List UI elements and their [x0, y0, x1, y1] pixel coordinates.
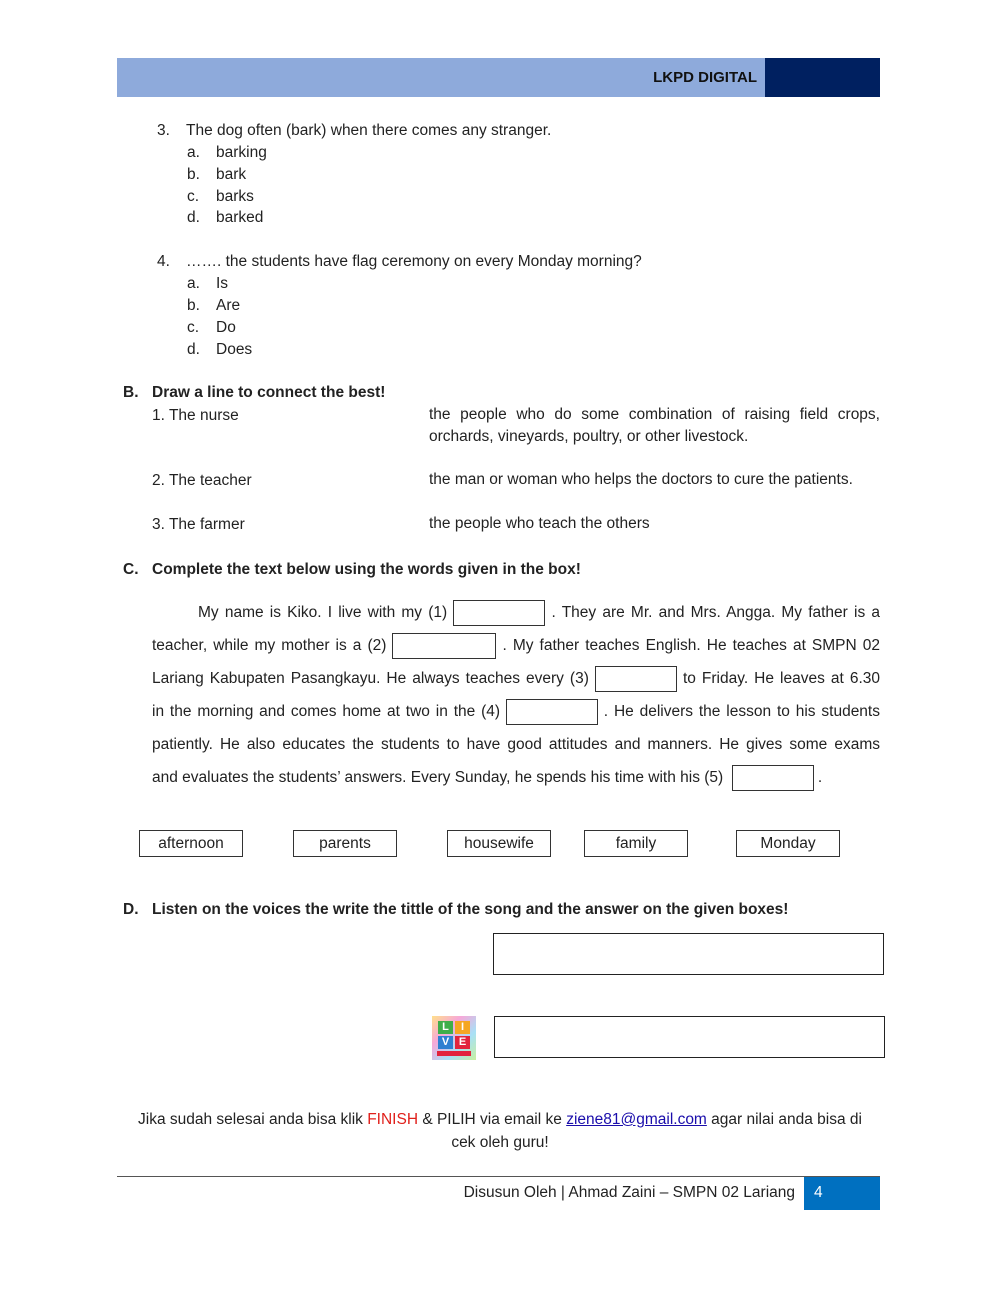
word-box-family[interactable]: family: [584, 830, 688, 857]
question-number: 3.: [157, 122, 170, 139]
match-right-item[interactable]: the people who do some combination of raising field crops, orchards, vineyards, poultry, or other livestock.: [429, 406, 880, 445]
section-letter: B.: [123, 384, 139, 401]
text: . They are Mr. and Mrs. Angga. My father is a: [551, 604, 880, 622]
option-text[interactable]: Is: [216, 275, 229, 292]
answer-input[interactable]: [494, 1016, 885, 1058]
audio-play-icon[interactable]: L I V E: [432, 1016, 476, 1060]
section-letter: C.: [123, 561, 139, 578]
text: and evaluates the students’ answers. Every Sunday, he spends his time with his (5): [152, 769, 724, 787]
paragraph-line: [152, 732, 880, 758]
match-left-item[interactable]: 3. The farmer: [152, 516, 245, 533]
section-heading: Draw a line to connect the best!: [152, 384, 386, 401]
option-text[interactable]: Do: [216, 319, 236, 336]
text: My name is Kiko. I live with my (1): [198, 604, 448, 622]
blank-4-input[interactable]: [506, 699, 598, 725]
option-letter: b.: [187, 166, 200, 183]
option-letter: c.: [187, 319, 200, 336]
match-left-item[interactable]: 1. The nurse: [152, 407, 239, 424]
blank-5-input[interactable]: [732, 765, 814, 791]
section-heading: Listen on the voices the write the tittle of the song and the answer on the given boxes!: [152, 901, 789, 918]
blank-1-input[interactable]: [453, 600, 545, 626]
word-box-monday[interactable]: Monday: [736, 830, 840, 857]
footer-credit: Disusun Oleh | Ahmad Zaini – SMPN 02 Lariang: [463, 1184, 795, 1201]
text: patiently. He also educates the students to have good attitudes and manners. He gives some exams: [152, 736, 880, 753]
word-box-afternoon[interactable]: afternoon: [139, 830, 243, 857]
option-text[interactable]: Are: [216, 297, 241, 314]
text: . My father teaches English. He teaches at SMPN 02: [502, 637, 880, 655]
instruction-note-line2: cek oleh guru!: [451, 1134, 549, 1151]
header-accent: [765, 58, 880, 97]
question-text: The dog often (bark) when there comes any stranger.: [186, 122, 552, 139]
text: agar nilai anda bisa di: [706, 1111, 862, 1128]
option-letter: d.: [187, 209, 200, 226]
text: teacher, while my mother is a (2): [152, 637, 387, 655]
text: & PILIH via email ke: [418, 1111, 567, 1128]
option-text[interactable]: Does: [216, 341, 253, 358]
option-letter: d.: [187, 341, 200, 358]
text: to Friday. He leaves at 6.30: [682, 670, 880, 688]
section-letter: D.: [123, 901, 139, 918]
match-right-item[interactable]: the people who teach the others: [429, 515, 650, 532]
option-text[interactable]: bark: [216, 166, 247, 183]
word-box-parents[interactable]: parents: [293, 830, 397, 857]
finish-text: FINISH: [367, 1111, 419, 1128]
email-link[interactable]: ziene81@gmail.com: [566, 1111, 707, 1128]
question-number: 4.: [157, 253, 170, 270]
header-title: LKPD DIGITAL: [653, 69, 757, 86]
blank-3-input[interactable]: [595, 666, 677, 692]
option-text[interactable]: barking: [216, 144, 267, 161]
text: . He delivers the lesson to his students: [603, 703, 880, 721]
paragraph-line: [152, 633, 880, 659]
word-box-housewife[interactable]: housewife: [447, 830, 551, 857]
section-heading: Complete the text below using the words given in the box!: [152, 561, 581, 578]
option-text[interactable]: barked: [216, 209, 264, 226]
option-letter: c.: [187, 188, 200, 205]
blank-2-input[interactable]: [392, 633, 496, 659]
match-left-item[interactable]: 2. The teacher: [152, 472, 252, 489]
question-text: ……. the students have flag ceremony on every Monday morning?: [186, 253, 642, 270]
text: Lariang Kabupaten Pasangkayu. He always teaches every (3): [152, 670, 589, 688]
footer-divider: [117, 1176, 880, 1177]
song-title-input[interactable]: [493, 933, 884, 975]
paragraph-line: [152, 765, 880, 791]
paragraph-line: [198, 600, 880, 626]
text: .: [817, 769, 823, 787]
page-number-box: [804, 1177, 880, 1210]
logo-banner: [437, 1051, 471, 1056]
page-number: 4: [814, 1184, 823, 1201]
match-right-item[interactable]: the man or woman who helps the doctors to cure the patients.: [429, 471, 853, 488]
paragraph-line: [152, 666, 880, 692]
text: Jika sudah selesai anda bisa klik: [138, 1111, 368, 1128]
text: in the morning and comes home at two in the (4): [152, 703, 501, 721]
option-letter: b.: [187, 297, 200, 314]
paragraph-line: [152, 699, 880, 725]
option-letter: a.: [187, 144, 200, 161]
instruction-note: [0, 1110, 1000, 1130]
option-letter: a.: [187, 275, 200, 292]
option-text[interactable]: barks: [216, 188, 254, 205]
